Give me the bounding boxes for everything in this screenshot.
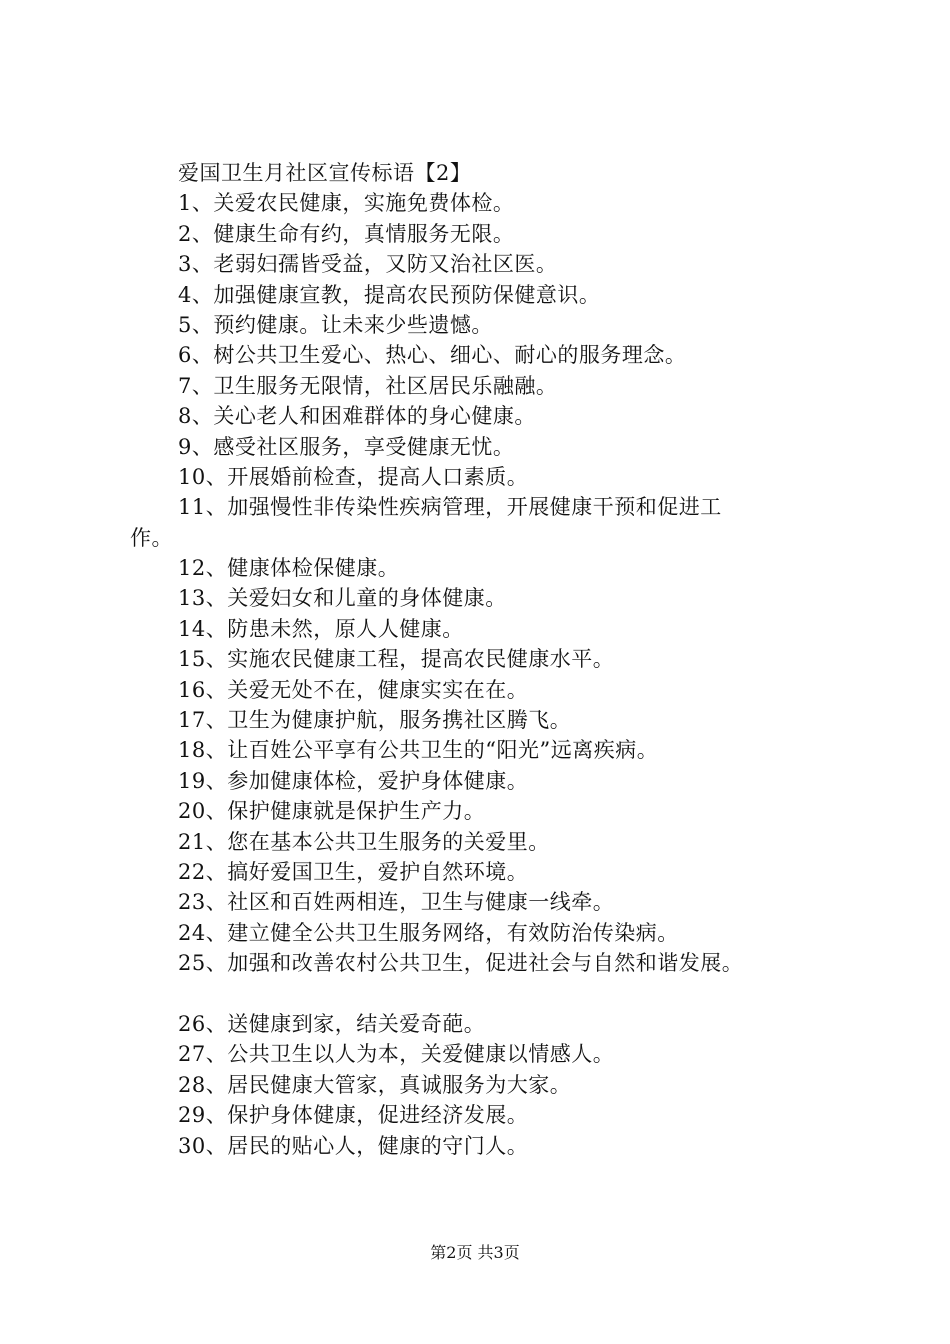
slogan-item: 18、让百姓公平享有公共卫生的“阳光”远离疾病。 — [178, 738, 659, 763]
page-footer: 第2页 共3页 — [430, 1243, 520, 1262]
slogan-item: 6、树公共卫生爱心、热心、细心、耐心的服务理念。 — [178, 343, 687, 368]
slogan-item: 3、老弱妇孺皆受益，又防又治社区医。 — [178, 252, 558, 277]
slogan-item: 7、卫生服务无限情，社区居民乐融融。 — [178, 373, 558, 398]
slogan-item: 14、防患未然，原人人健康。 — [178, 616, 464, 641]
document-title: 爱国卫生月社区宣传标语【2】 — [178, 161, 472, 185]
slogan-item: 4、加强健康宣教，提高农民预防保健意识。 — [178, 282, 601, 307]
slogan-item: 26、送健康到家，结关爱奇葩。 — [178, 1011, 486, 1036]
slogan-item: 2、健康生命有约，真情服务无限。 — [178, 221, 515, 246]
slogan-item: 29、保护身体健康，促进经济发展。 — [178, 1103, 529, 1128]
slogan-item: 9、感受社区服务，享受健康无忧。 — [178, 434, 515, 459]
document-body — [130, 158, 850, 1161]
slogan-item: 17、卫生为健康护航，服务携社区腾飞。 — [178, 708, 572, 733]
slogan-item: 30、居民的贴心人，健康的守门人。 — [178, 1133, 529, 1158]
slogan-item: 8、关心老人和困难群体的身心健康。 — [178, 404, 536, 429]
slogan-item: 19、参加健康体检，爱护身体健康。 — [178, 768, 529, 793]
slogan-item: 23、社区和百姓两相连，卫生与健康一线牵。 — [178, 890, 615, 915]
slogan-item: 20、保护健康就是保护生产力。 — [178, 799, 486, 824]
slogan-item: 1、关爱农民健康，实施免费体检。 — [178, 191, 515, 216]
slogan-item: 16、关爱无处不在，健康实实在在。 — [178, 677, 529, 702]
slogan-item: 5、预约健康。让未来少些遗憾。 — [178, 312, 493, 337]
slogan-item: 15、实施农民健康工程，提高农民健康水平。 — [178, 647, 615, 672]
slogan-item: 27、公共卫生以人为本，关爱健康以情感人。 — [178, 1042, 615, 1067]
slogan-item: 22、搞好爱国卫生，爱护自然环境。 — [178, 859, 529, 884]
slogan-item: 12、健康体检保健康。 — [178, 556, 400, 581]
slogan-item: 24、建立健全公共卫生服务网络，有效防治传染病。 — [178, 920, 679, 945]
slogan-item: 10、开展婚前检查，提高人口素质。 — [178, 464, 529, 489]
slogan-item: 25、加强和改善农村公共卫生，促进社会与自然和谐发展。 — [178, 951, 744, 976]
slogan-item: 11、加强慢性非传染性疾病管理，开展健康干预和促进工 — [178, 495, 722, 520]
slogan-item: 28、居民健康大管家，真诚服务为大家。 — [178, 1072, 572, 1097]
slogan-item: 13、关爱妇女和儿童的身体健康。 — [178, 586, 507, 611]
slogan-item: 21、您在基本公共卫生服务的关爱里。 — [178, 829, 550, 854]
slogan-item-continuation: 作。 — [130, 525, 173, 550]
blank-line — [130, 979, 850, 1009]
